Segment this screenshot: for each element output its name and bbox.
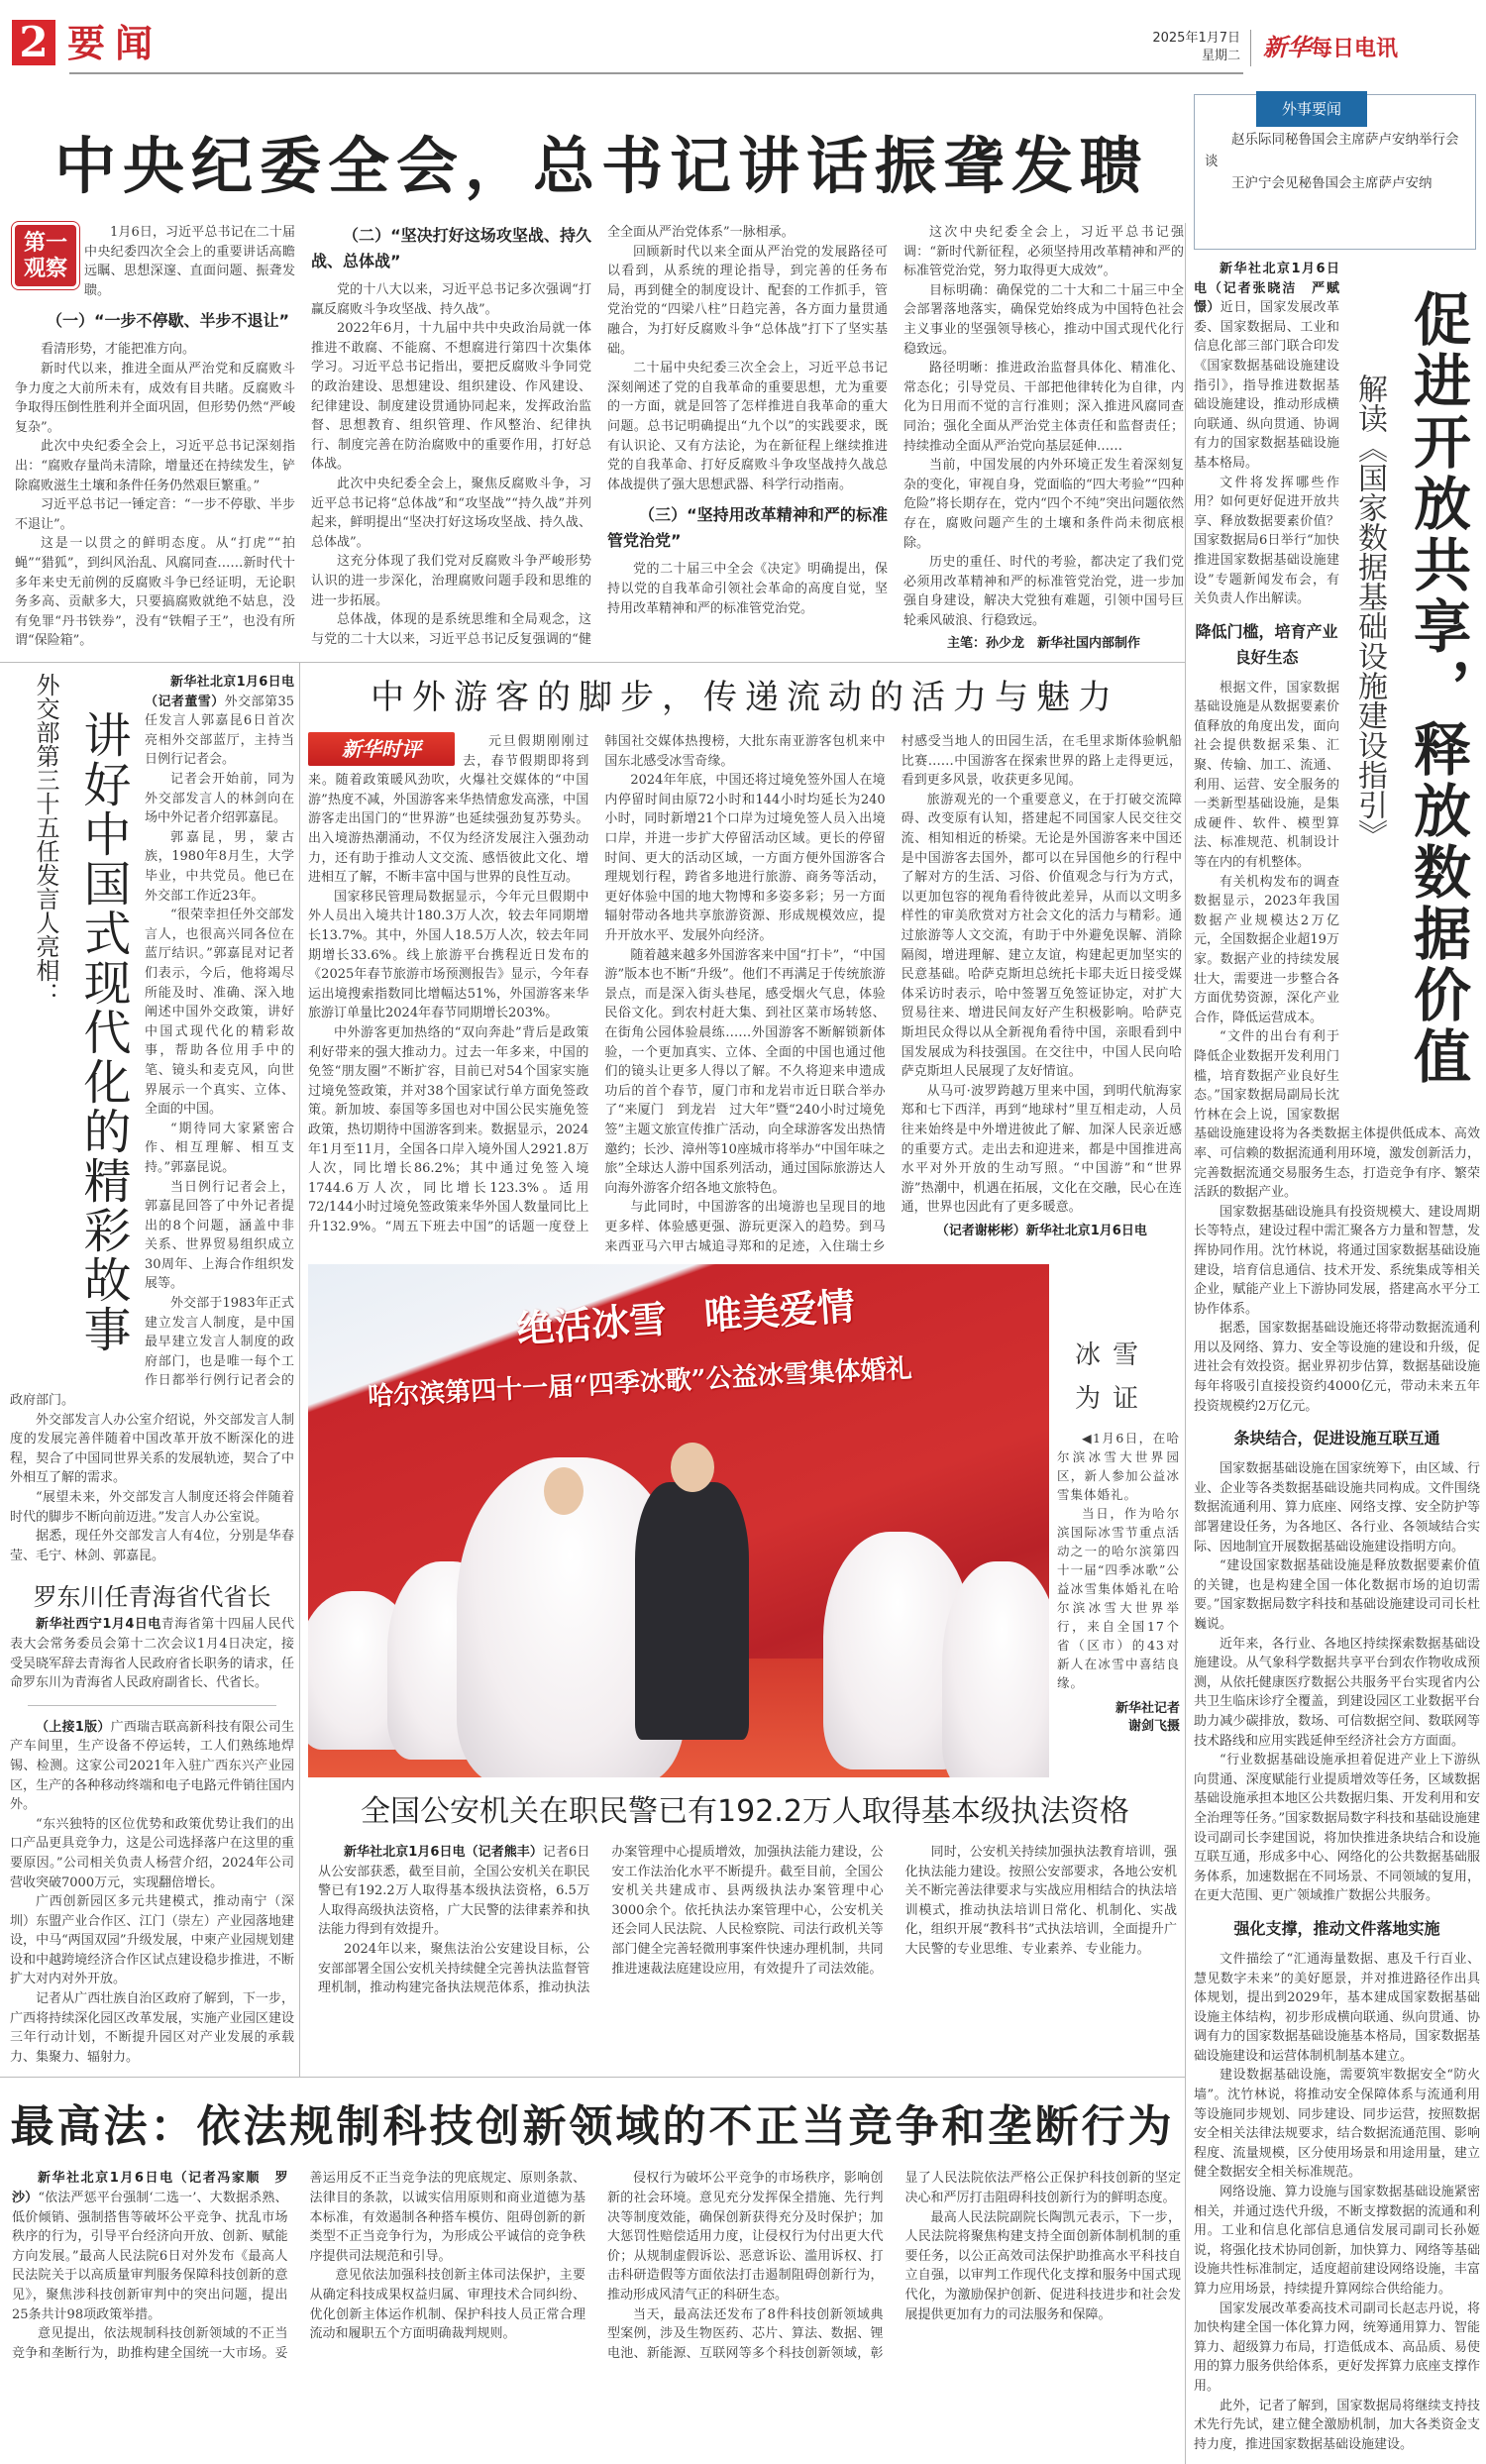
spokesperson-article: [10, 673, 294, 1565]
paragraph: [15, 534, 295, 651]
page-number: 2: [12, 20, 55, 65]
paragraph-text: 1月6日，习近平总书记在二十届中央纪委四次全会上的重要讲话高瞻远瞩、思想深邃、直面问题、振聋发聩。: [84, 225, 295, 298]
subheading: 降低门槛，培育产业良好生态: [1195, 621, 1338, 667]
paragraph: [607, 560, 888, 618]
caption-text: ◀1月6日，在哈尔滨冰雪大世界园区，新人参加公益冰雪集体婚礼。: [1057, 1431, 1180, 1503]
paragraph: [311, 475, 591, 552]
data-article: [1185, 223, 1486, 2464]
paragraph: [10, 1527, 294, 1565]
paragraph: [15, 495, 295, 534]
paragraph-text: 总体战，体现的是系统思维和全局观念，这与党的二十大以来，习近平总书记反复强调的“健全全面从严治党体系”一脉相承。: [311, 225, 795, 647]
photo-caption: [1057, 1334, 1180, 1736]
paragraph: [1194, 1556, 1480, 1634]
photo-row: [308, 1264, 1182, 1777]
paragraph-text: 国家数据基础设施具有投资规模大、建设周期长等特点，建设过程中需汇聚各方力量和智慧，发挥协同作用。沈竹林说，将通过国家数据基础设施建设，培育信息通信、技术开发、系统集成等相关企业，赋能产业上下游协同发展，搭建高水平分工协作体系。: [1194, 1204, 1480, 1317]
paragraph: [1194, 1203, 1480, 1320]
paragraph-text: 广西创新园区多元共建模式，推动南宁（深圳）东盟产业合作区、江门（崇左）产业园落地建设，中马“两国双园”升级发展，中柬产业园规划建设和中越跨境经济合作区试点建设稳步推进，不断扩大对内对外开放。: [10, 1894, 294, 1987]
paragraph: [1194, 1319, 1480, 1416]
court-article: [12, 2169, 1181, 2363]
foreign-affairs-item[interactable]: 王沪宁会见秘鲁国会主席萨卢安纳: [1231, 175, 1433, 191]
paragraph-text: 文件将发挥哪些作用？如何更好促进开放共享、释放数据要素价值？国家数据局6日举行“加快推进国家数据基础设施建设”专题新闻发布会，有关负责人作出解读。: [1194, 475, 1339, 607]
paragraph-text: 意见依法加强科技创新主体司法保护，主要从确定科技成果权益归属、审理技术合同纠纷、优化创新主体运作机制、保护科技人员正常合理流动和履职五个方面明确裁判规则。: [309, 2268, 585, 2342]
paragraph: [311, 319, 591, 475]
caption-title-line: 冰雪: [1075, 1340, 1151, 1371]
paragraph-text: 网络设施、算力设施与国家数据基础设施紧密相关，并通过迭代升级，不断支撑数据的流通和利用。工业和信息化部信息通信发展司副司长孙姬说，将强化技术协同创新，加快算力、网络等基础设施共性标准制定，适度超前建设网络设施，丰富算力应用场景，持续提升算网综合供给能力。: [1194, 2185, 1480, 2297]
spokesperson-headline: 讲好中国式现代化的精彩故事: [75, 710, 131, 1355]
lead-headline: 中央纪委全会，总书记讲话振聋发聩: [54, 130, 1149, 202]
paragraph: [318, 1843, 589, 1940]
weekday-text: 星期二: [1201, 49, 1240, 63]
paragraph: [15, 340, 295, 360]
paragraph-text: 近日，国家发展改革委、国家数据局、工业和信息化部三部门联合印发《国家数据基础设施建设指引》，指导推进数据基础设施建设，推动形成横向联通、纵向贯通、协调有力的国家数据基础设施基本格局。: [1194, 300, 1339, 471]
paragraph-text: 近年来，各行业、各地区持续探索数据基础设施建设。从气象科学数据共享平台到农作物收成预测，从依托健康医疗数据公共服务平台实现省内公共卫生临床诊疗全覆盖，到建设园区工业数据平台助力减少碳排放，数场、可信数据空间、数联网等技术路线和应用实践延伸至经济社会方方面面。: [1194, 1636, 1480, 1749]
paragraph: [604, 771, 885, 945]
paragraph-text: 当日例行记者会上，郭嘉昆回答了中外记者提出的8个问题，涵盖中非关系、世界贸易组织成立30周年、上海合作组织发展等。: [145, 1179, 294, 1292]
paragraph-text: 习近平总书记一锤定音：“一步不停歇、半步不退让”。: [15, 497, 295, 532]
paragraph: [10, 1488, 294, 1527]
qinghai-headline: 罗东川任青海省代省长: [33, 1583, 271, 1612]
paragraph-text: 有关机构发布的调查数据显示，2023年我国数据产业规模达2万亿元，全国数据企业超19万家。数据产业的持续发展壮大，需要进一步整合各方面优势资源，深化产业合作，降低运营成本。: [1194, 874, 1339, 1025]
date-text: 2025年1月7日: [1152, 31, 1240, 46]
paragraph: [15, 360, 295, 437]
subheading: （一）“一步不停歇、半步不退让”: [47, 311, 290, 331]
dateline: 新华社北京1月6日电（记者熊丰）: [344, 1845, 543, 1861]
police-headline: 全国公安机关在职民警已有192.2万人取得基本级执法资格: [361, 1794, 1129, 1830]
paragraph-text: 外交部于1983年正式建立发言人制度，是中国最早建立发言人制度的政府部门，也是唯一每个工作日都举行例行记者会的政府部门。: [10, 1296, 294, 1409]
paragraph: [15, 437, 295, 495]
paragraph: [607, 2169, 884, 2304]
paragraph: [12, 2169, 288, 2324]
lead-credit: 主笔：孙少龙 新华社国内部制作: [946, 636, 1140, 652]
paragraph: [1194, 2183, 1480, 2300]
photo-credit: 新华社记者: [1114, 1701, 1180, 1717]
subheading: 条块结合，促进设施互联互通: [1233, 1429, 1440, 1448]
caption-text: 当日，作为哈尔滨国际冰雪节重点活动之一的哈尔滨第四十一届“四季冰歌”公益冰雪集体婚礼在哈尔滨冰雪大世界举行，来自全国17个省（区市）的43对新人在冰雪中喜结良缘。: [1057, 1506, 1180, 1691]
bride-figure: [942, 1561, 1049, 1777]
paragraph-text: 最高人民法院副院长陶凯元表示，下一步，人民法院将聚焦构建支持全面创新体制机制的重要任务，以公正高效司法保护助推高水平科技自立自强，以审判工作现代化支撑和服务中国式现代化，为激励保护创新、促进科技进步和社会发展提供更加有力的司法服务和保障。: [904, 2209, 1181, 2322]
paragraph-text: 当天，最高法还发布了8件科技创新领域典型案例，涉及生物医药、芯片、算法、数据、锂电池、新能源、互联网等多个科技创新领域，彰显了人民法院依法严格公正保护科技创新的坚定决心和严厉打击阻碍科技创新行为的鲜明态度。: [607, 2171, 1181, 2361]
paragraph: [1194, 1751, 1480, 1906]
paragraph-text: 从马可·波罗跨越万里来中国，到明代航海家郑和七下西洋，再到“地球村”里互相走动，人员往来始终是中外增进彼此了解、加深人民亲近感的重要方式。走出去和迎进来，都是中国推进高水平对外开放的生动写照。“中国游”和“世界游”热潮中，机遇在拓展，文化在交融，民心在连通，世界也因此有了更多暖意。: [901, 1083, 1182, 1216]
paragraph-text: 国家移民管理局数据显示，今年元旦假期中外人员出入境共计180.3万人次，较去年同期增长13.7%。其中，外国人18.5万人次，较去年同期增长33.6%。线上旅游平台携程近日发布的《2025年春节旅游市场预测报告》显示，今年春运出境搜索指数同比增幅达51%，外国游客来华旅游订单量比2024年春节同期增长203%。: [308, 889, 589, 1021]
paragraph-text: 外交部发言人办公室介绍说，外交部发言人制度的发展完善伴随着中国改革开放不断深化的进程，契合了中国同世界关系的发展轨迹，契合了中外相互了解的需求。: [10, 1412, 294, 1486]
paragraph-text: 记者会开始前，同为外交部发言人的林剑向在场中外记者介绍郭嘉昆。: [145, 772, 294, 826]
dateline: （上接1版）: [36, 1719, 111, 1735]
paragraph-text: 二十届中央纪委三次全会上，习近平总书记深刻阐述了党的自我革命的重要思想，尤为重要的一方面，就是回答了怎样推进自我革命的重大问题。总书记明确提出“九个以”的实践要求，既有认识论、又有方法论，为在新征程上继续推进党的自我革命、打好反腐败斗争攻坚战持久战总体战提供了强大思想武器、科学行动指南。: [607, 361, 888, 492]
paragraph: [10, 1718, 294, 1815]
data-subheadline: 解读《国家数据基础设施建设指引》: [1352, 374, 1387, 849]
paragraph-text: 2022年6月，十九届中共中央政治局就一体推进不敢腐、不能腐、不想腐进行第四十次集体学习。习近平总书记指出，要把反腐败斗争同党的政治建设、思想建设、组织建设、作风建设、纪律建设、制度建设贯通协同起来，发挥政治监督、思想教育、组织管理、作风整治、纪律执行、制度完善在防治腐败中的重要作用，打好总体战。: [311, 321, 591, 473]
paragraph-text: “东兴独特的区位优势和政策优势让我们的出口产品更具竞争力，这是公司选择落户在这里的重要原因。”公司相关负责人杨营介绍，2024年公司营收突破7000万元，实现翻倍增长。: [10, 1816, 294, 1890]
logo-script: 新华: [1263, 33, 1311, 61]
dateline: 新华社北京1月6日电（记者张晓洁 严赋憬）: [1194, 262, 1339, 316]
paragraph-text: 路径明晰：推进政治监督具体化、精准化、常态化；引导党员、干部把他律转化为自律，内化为日用而不觉的言行准则；深入推进风腐同查同治；强化全面从严治党主体责任和监督责任；持续推动全面从严治党向基层延伸……: [903, 361, 1184, 454]
paragraph: [10, 1815, 294, 1892]
paragraph: [903, 359, 1184, 456]
left-column: [0, 663, 300, 2077]
paragraph-text: 新时代以来，推进全面从严治党和反腐败斗争力度之大前所未有，成效有目共睹。反腐败斗争取得压倒性胜利并全面巩固，但形势仍然“严峻复杂”。: [15, 361, 295, 435]
paragraph-text: 国家发展改革委高技术司副司长赵志丹说，将加快构建全国一体化算力网，统筹通用算力、智能算力、超级算力布局，打造低成本、高品质、易使用的算力服务供给体系，更好发挥算力底座支撑作用。: [1194, 2301, 1480, 2394]
paragraph-text: “行业数据基础设施承担着促进产业上下游纵向贯通、深度赋能行业提质增效等任务，区域数据基础设施承担本地区公共数据归集、开发利用和安全治理等任务。”国家数据局数字科技和基础设施建设司副司长李建国说，将加快推进条块结合和设施互联互通，形成多中心、网络化的公共数据基础服务体系，加速数据在不同场景、不同领域的复用，在更大范围、更广领域推广数据公共服务。: [1194, 1753, 1480, 1904]
paragraph-text: 看清形势，才能把准方向。: [41, 342, 196, 358]
paragraph-text: 这次中央纪委全会上，习近平总书记强调：“新时代新征程，必须坚持用改革精神和严的标准管党治党，努力取得更大成效”。: [903, 225, 1184, 279]
paragraph: [903, 456, 1184, 553]
paragraph-text: 外交部第35任发言人郭嘉昆6日首次亮相外交部蓝厅，主持当日例行记者会。: [145, 694, 294, 768]
paragraph: [311, 552, 591, 610]
groom-head: [671, 1443, 714, 1492]
middle-row: [0, 663, 1185, 2077]
caption-title-line: 为证: [1075, 1384, 1151, 1415]
paragraph-text: “展望未来，外交部发言人制度还将会伴随着时代的脚步不断向前迈进。”发言人办公室说。: [10, 1490, 294, 1525]
foreign-affairs-box: [1194, 94, 1476, 250]
divider: [0, 2077, 1185, 2078]
subheading: （二）“坚决打好这场攻坚战、持久战、总体战”: [311, 226, 591, 270]
page-header: [0, 0, 1486, 223]
paragraph: [10, 1892, 294, 1989]
section-title: 要闻: [67, 21, 163, 65]
logo-text: 每日电讯: [1311, 36, 1399, 61]
dateline: 新华社西宁1月4日电: [36, 1617, 161, 1633]
paragraph-text: 随着越来越多外国游客来中国“打卡”，“中国游”版本也不断“升级”。他们不再满足于传统旅游景点，而是深入街头巷尾，感受烟火气息，体验民俗文化。到农村赶大集、到社区菜市场转悠、在街角公园体验晨练……外国游客不断解锁新体验，一个更加真实、立体、全面的中国也通过他们的镜头让更多人得以了解。不久将迎来申遗成功后的首个春节，厦门市和龙岩市近日联合举办了“来厦门 到龙岩 过大年”暨“240小时过境免签”主题文旅宣传推广活动，向全球游客发出热情邀约；长沙、漳州等10座城市将举办“中国年味之旅”全球达人游中国系列活动，通过国际旅游达人向海外游客介绍各地文旅特色。: [604, 947, 886, 1196]
groom-figure: [635, 1482, 749, 1740]
paragraph-text: “建设国家数据基础设施是释放数据要素价值的关键，也是构建全国一体化数据市场的迫切需要。”国家数据局数字科技和基础设施建设司司长杜巍说。: [1194, 1558, 1480, 1632]
data-titles: [1347, 260, 1480, 1122]
paragraph-text: 历史的重任、时代的考验，都决定了我们党必须用改革精神和严的标准管党治党，进一步加强自身建设，解决大党独有难题，引领中国号巨轮乘风破浪、行稳致远。: [903, 555, 1184, 628]
paragraph-text: 此次中央纪委全会上，聚焦反腐败斗争，习近平总书记将“总体战”和“攻坚战”“持久战”并列起来，鲜明提出“坚决打好这场攻坚战、持久战、总体战”。: [311, 476, 591, 550]
paragraph: [1194, 2397, 1480, 2455]
paragraph: [10, 1411, 294, 1488]
paragraph-text: 广西瑞吉联高新科技有限公司生产车间里，生产设备不停运转，工人们熟练地焊锡、检测。这家公司2021年入驻广西东兴产业园区，生产的各种移动终端和电子电路元件销往国内外。: [10, 1719, 294, 1813]
paragraph-text: 侵权行为破坏公平竞争的市场秩序，影响创新的社会环境。意见充分发挥保全措施、先行判决等制度效能，确保创新获得充分及时保护；加大惩罚性赔偿适用力度，让侵权行为付出更大代价；从规制虚假诉讼、恶意诉讼、滥用诉权、打击科研造假等方面依法打击遏制阻碍创新行为，推动形成风清气正的科研生态。: [607, 2171, 884, 2303]
paragraph-text: 党的二十届三中全会《决定》明确提出，保持以党的自我革命引领社会革命的高度自觉，坚持用改革精神和严的标准管党治党。: [607, 562, 888, 616]
paragraph: [905, 2208, 1182, 2325]
paragraph-text: 中外游客更加热络的“双向奔赴”背后是政策利好带来的强大推动力。过去一年多来，中国的免签“朋友圈”不断扩容，目前已对54个国家实施过境免签政策，并对38个国家试行单方面免签政策。新加坡、泰国等多国也对中国公民实施免签政策，热切期待中国游客到来。数据显示，2024年1月至11月，全国各口岸入境外国人2921.8万人次，同比增长86.2%；其中通过免签入境1744.6万人次，同比增长123.3%。适用72/144小时过境免签政策来华外国人数量同比上升132.9%。“周五下班去中国”的话题一度登上韩国社交媒体热搜榜，大批东南亚游客包机来中国东北感受冰雪奇缘。: [308, 734, 886, 1234]
paragraph-text: “文件的出台有利于降低企业数据开发利用门槛，培育数据产业良好生态。”国家数据局副局长沈竹林在会上说，国家数据基础设施建设将为各类数据主体提供低成本、高效率、可信赖的数据流通利用环境，激发创新活力，完善数据流通交易服务生态，打造竞争有序、繁荣活跃的数据产业。: [1194, 1029, 1480, 1201]
paragraph: [1194, 2300, 1480, 2397]
paragraph: [1194, 1635, 1480, 1752]
paragraph-text: 根据文件，国家数据基础设施是从数据要素价值释放的角度出发，面向社会提供数据采集、汇聚、传输、加工、流通、利用、运营、安全服务的一类新型基础设施，是集成硬件、软件、模型算法、标准规范、机制设计等在内的有机整体。: [1194, 680, 1339, 871]
paragraph: [902, 1082, 1182, 1218]
paragraph: [607, 243, 888, 360]
paragraph: [311, 280, 591, 319]
paragraph-text: 当前，中国发展的内外环境正发生着深刻复杂的变化，审视自身，党面临的“四大考验”“四种危险”将长期存在，党内“四个不纯”突出问题依然存在，腐败问题产生的土壤和条件尚未彻底根除。: [903, 458, 1184, 551]
spokesperson-kicker: 外交部第三十五任发言人亮相：: [32, 673, 59, 1007]
paragraph-text: “很荣幸担任外交部发言人，也很高兴同各位在蓝厅结识。”郭嘉昆对记者们表示，今后，他将竭尽所能及时、准确、深入地阐述中国外交政策，讲好中国式现代化的精彩故事，帮助各位用手中的笔、镜头和麦克风，向世界展示一个真实、立体、全面的中国。: [145, 908, 294, 1118]
paragraph-text: 记者从广西壮族自治区政府了解到，下一步，广西将持续深化园区改革发展，实施产业园区建设三年行动计划，不断提升园区对产业发展的承载力、集聚力、辐射力。: [10, 1991, 294, 2065]
data-headline: 促进开放共享，释放数据价值: [1404, 289, 1471, 1088]
paragraph-text: 据悉，现任外交部发言人有4位，分别是华春莹、毛宁、林剑、郭嘉昆。: [10, 1529, 294, 1563]
paragraph: [10, 1989, 294, 2067]
xinhua-commentary-badge: 新华时评: [308, 732, 455, 766]
photo-sign-event: 哈尔滨第四十一届“四季冰歌”公益冰雪集体婚礼: [367, 1353, 913, 1413]
spokesperson-titles: [10, 673, 145, 1386]
paragraph-text: 建设数据基础设施，需要筑牢数据安全“防火墙”。沈竹林说，将推动安全保障体系与流通利用等设施同步规划、同步建设、同步运营，按照数据安全相关法律法规要求，结合数据流通范围、影响程度、流量规模，区分使用场景和用途用量，建立健全数据安全相关标准规范。: [1194, 2068, 1480, 2181]
paragraph-text: 回顾新时代以来全面从严治党的发展路径可以看到，从系统的理论指导，到完善的任务布局，再到健全的制度设计、配套的工作抓手，管党治党的“四梁八柱”日趋完善，各方面力量贯通融合，为打好反腐败斗争“总体战”打下了坚实基础。: [607, 244, 888, 357]
newspaper-logo: [1250, 30, 1398, 66]
paragraph: [10, 1615, 294, 1692]
paragraph: [1194, 2066, 1480, 2183]
court-headline: 最高法：依法规制科技创新领域的不正当竞争和垄断行为: [10, 2101, 1175, 2153]
subheading: （三）“坚持用改革精神和严的标准管党治党”: [607, 505, 888, 551]
dateline: 新华社北京1月6日电（记者董雪）: [145, 675, 294, 709]
paragraph: [1194, 1950, 1480, 2067]
paragraph: [903, 223, 1184, 281]
photo-credit: 谢剑飞摄: [1127, 1719, 1180, 1735]
paragraph-text: 党的十八大以来，习近平总书记多次强调“打赢反腐败斗争攻坚战、持久战”。: [311, 282, 591, 317]
paragraph: [1194, 1459, 1480, 1556]
paragraph: [604, 946, 885, 1199]
foreign-affairs-item[interactable]: 赵乐际同秘鲁国会主席萨卢安纳举行会谈: [1205, 132, 1459, 169]
paragraph-text: 此次中央纪委全会上，习近平总书记深刻指出：“腐败存量尚未清除，增量还在持续发生，铲除腐败滋生土壤和条件任务仍然艰巨繁重。”: [15, 439, 295, 493]
paragraph: [308, 888, 588, 1023]
paragraph-text: 国家数据基础设施在国家统筹下，由区域、行业、企业等各类数据基础设施共同构成。文件围绕数据流通利用、算力底座、网络支撑、安全防护等部署建设任务，为各地区、各行业、各领域结合实际、因地制宜开展数据基础设施建设指明方向。: [1194, 1461, 1480, 1554]
caption-title: [1057, 1334, 1180, 1421]
paragraph-text: 这充分体现了我们党对反腐败斗争严峻形势认识的进一步深化，治理腐败问题手段和思维的进一步拓展。: [311, 554, 591, 608]
paragraph-text: 2024年以来，聚焦法治公安建设目标，公安部部署全国公安机关持续健全完善执法监督管理机制，推动构建完备执法规范体系，推动执法办案管理中心提质增效，加强执法能力建设，公安工作法治化水平不断提升。截至目前，全国公安机关共建成市、县两级执法办案管理中心3000余个。依托执法办案管理中心，公安机关还会同人民法院、人民检察院、司法行政机关等部门健全完善轻微刑事案件快速办理机制，共同推进速裁法庭建设应用，有效提升了司法效能。: [318, 1845, 884, 1996]
guangxi-continued-article: [10, 1718, 294, 2068]
paragraph: [902, 791, 1182, 1082]
wedding-photo: [308, 1264, 1049, 1777]
tourism-article: [308, 732, 1182, 1256]
paragraph: [310, 2266, 586, 2343]
paragraph-text: “期待同大家紧密合作、相互理解、相互支持。”郭嘉昆说。: [145, 1121, 294, 1175]
police-article: [318, 1843, 1177, 1998]
first-observation-seal: 第一观察: [15, 225, 76, 286]
paragraph-text: 同时，公安机关持续加强执法教育培训，强化执法能力建设。按照公安部要求，各地公安机关不断完善法律要求与实战应用相结合的执法培训模式，推动执法培训日常化、机制化、实战化，组织开展“教科书”式执法培训，全面提升广大民警的专业思维、专业素养、专业能力。: [904, 1845, 1177, 1958]
issue-date: [1149, 30, 1240, 65]
main-area: [0, 223, 1185, 2373]
paragraph-text: 2024年年底，中国还将过境免签外国人在境内停留时间由原72小时和144小时均延长为240小时，同时新增21个口岸为过境免签人员入出境口岸，并进一步扩大停留活动区域。更长的停留时间、更大的活动区域，一方面方便外国游客合理规划行程，跨省多地进行旅游、商务等活动，更好体验中国的地大物博和多姿多彩；另一方面辐射带动各地共享旅游资源、形成规模效应，提升开放水平、发展外向经济。: [604, 773, 886, 943]
subheading: 强化支撑，推动文件落地实施: [1233, 1918, 1440, 1938]
paragraph-text: 意见提出，依法规制科技创新领域的不正当竞争和垄断行为，助推构建全国统一大市场。妥善运用反不正当竞争法的兜底规定、原则条款、法律目的条款，以诚实信用原则和商业道德为基本标准，有效遏制各种搭车模仿、阻碍创新的新类型不正当竞争行为，为形成公平诚信的竞争秩序提供司法规范和引导。: [12, 2171, 585, 2361]
paragraph: [607, 359, 888, 494]
paragraph-text: 目标明确：确保党的二十大和二十届三中全会部署落地落实，确保党始终成为中国特色社会主义事业的坚强领导核心，推动中国式现代化行稳致远。: [903, 282, 1184, 357]
paragraph-text: 与此同时，中国游客的出境游也呈现目的地更多样、体验感更强、游玩更深入的趋势。到马来西亚马六甲古城追寻郑和的足迹，入住瑞士乡村感受当地人的田园生活，在毛里求斯体验帆船比赛……中国游客在探索世界的路上走得更远，看到更多风景，收获更多见闻。: [604, 734, 1182, 1254]
tourism-credit: （记者谢彬彬）新华社北京1月6日电: [935, 1223, 1147, 1238]
page-body: [0, 223, 1486, 2464]
paragraph-text: “依法严惩平台强制‘二选一’、大数据杀熟、低价倾销、强制搭售等破坏公平竞争、扰乱市场秩序的行为，引导平台经济向开放、创新、赋能方向发展。”最高人民法院6日对外发布《最高人民法院关于以高质量审判服务保障科技创新的意见》，聚焦涉科技创新审判中的突出问题，提出25条共计98项政策举措。: [12, 2191, 288, 2322]
paragraph-text: 据悉，国家数据基础设施还将带动数据流通利用以及网络、算力、安全等设施的建设和升级，促进社会有效投资。据业界初步估算，数据基础设施每年将吸引直接投资约4000亿元，带动未来五年投资规模约2万亿元。: [1194, 1321, 1480, 1414]
paragraph-text: 这是一以贯之的鲜明态度。从“打虎”“拍蝇”“猎狐”，到纠风治乱、风腐同查……新时代十多年来史无前例的反腐败斗争已经证明，无论职务多高、贡献多大，只要搞腐败就绝不姑息，没有免罪“丹书铁券”，没有“铁帽子王”，也没有所谓“保险箱”。: [15, 536, 295, 649]
paragraph: [903, 553, 1184, 630]
paragraph-text: 文件描绘了“汇通海量数据、惠及千行百业、慧见数字未来”的美好愿景，并对推进路径作出具体规划，提出到2029年，基本建成国家数据基础设施主体结构，初步形成横向联通、纵向贯通、协调有力的国家数据基础设施基本格局，国家数据基础设施建设和运营体制机制基本建立。: [1194, 1951, 1480, 2064]
paragraph-text: 此外，记者了解到，国家数据局将继续支持技术先行先试，建立健全激励机制，加大各类资金支持力度，推进国家数据基础设施建设。: [1194, 2398, 1480, 2452]
masthead-rule: [69, 72, 1243, 74]
middle-column: [300, 663, 1185, 2008]
photo-sign-slogan: 绝活冰雪 唯美爱情: [514, 1283, 857, 1351]
divider: [28, 1705, 276, 1706]
paragraph: [903, 281, 1184, 359]
paragraph-text: 记者6日从公安部获悉，截至目前，全国公安机关在职民警已有192.2万人取得基本级执法资格，6.5万人取得高级执法资格，广大民警的法律素养和执法能力得到有效提升。: [318, 1845, 590, 1938]
foreign-affairs-label: 外事要闻: [1256, 91, 1367, 127]
paragraph-text: 元旦假期刚刚过去，春节假期即将到来。随着政策暖风劲吹，火爆社交媒体的“中国游”热度不减，外国游客来华热情愈发高涨，中国游客走出国门的“世界游”也延续强劲复苏势头。出入境游热潮涌动，不仅为经济发展注入强劲动力，还有助于推动人文交流、感悟彼此文化、增进相互了解，不断丰富中国与世界的良性互动。: [308, 734, 589, 886]
lead-article: [15, 223, 1184, 662]
paragraph-text: 郭嘉昆，男，蒙古族，1980年8月生，大学毕业，中共党员。他已在外交部工作近23年。: [145, 829, 294, 904]
qinghai-article: [10, 1615, 294, 1692]
dateline: 新华社北京1月6日电（记者冯家顺 罗沙）: [12, 2171, 288, 2206]
paragraph-text: 旅游观光的一个重要意义，在于打破交流障碍、改变原有认知，搭建起不同国家人民交往交流、相知相近的桥梁。无论是外国游客来中国还是中国游客去国外，都可以在异国他乡的行程中了解对方的生活、习俗、价值观念与行为方式，以更加包容的视角看待彼此差异，从而以文明多样性的审美欣赏对方社会文化的活力与精彩。通过旅游等人文交流，有助于中外避免误解、消除隔阂，增进理解、建立友谊，构建起更加坚实的民意基础。哈萨克斯坦总统托卡耶夫近日接受媒体采访时表示，哈中签署互免签证协定，对扩大贸易往来、增进民间友好产生积极影响。哈萨克斯坦民众得以从全新视角看待中国，亲眼看到中国发展成为科技强国。在交往中，中国人民向哈萨克斯坦人民展现了友好情谊。: [901, 792, 1182, 1080]
bride-head: [544, 1467, 584, 1515]
paragraph: [905, 1843, 1177, 1960]
tourism-headline: 中外游客的脚步，传递流动的活力与魅力: [371, 678, 1119, 718]
paragraph-text: 青海省第十四届人民代表大会常务委员会第十二次会议1月4日决定，接受吴晓军辞去青海省人民政府省长职务的请求，任命罗东川为青海省人民政府副省长、代省长。: [10, 1617, 294, 1691]
